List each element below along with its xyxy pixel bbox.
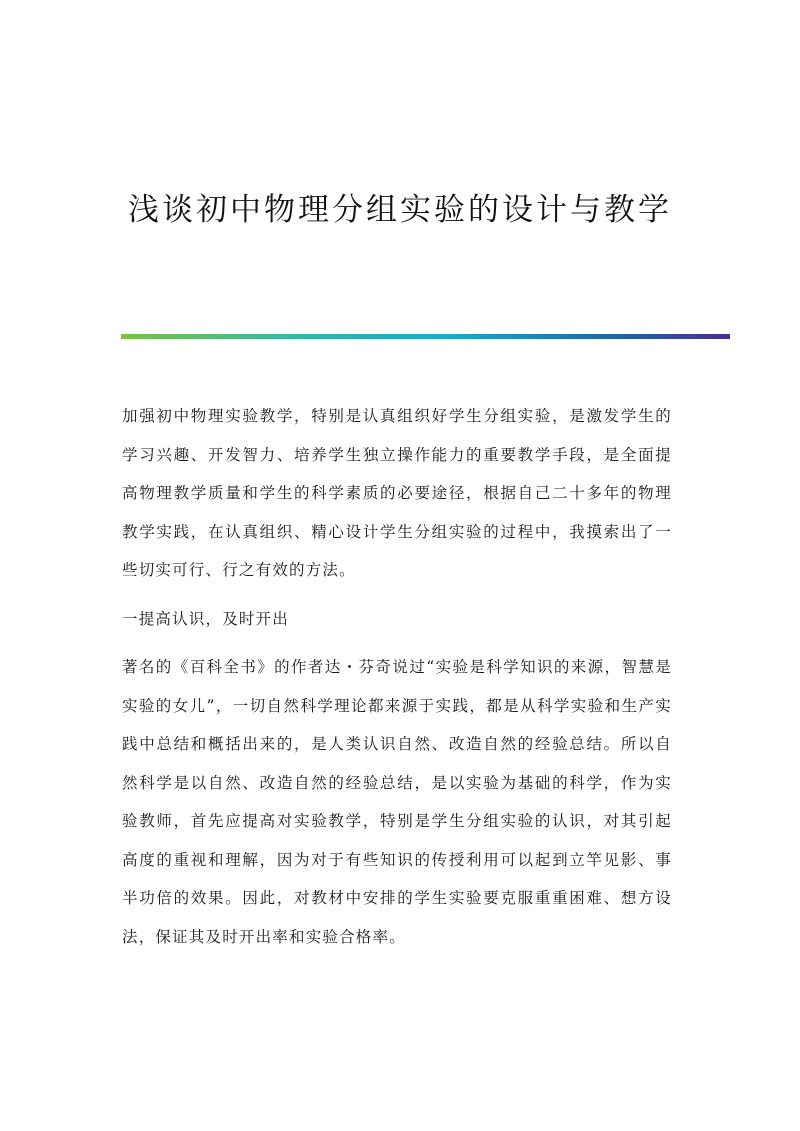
document-title: 浅谈初中物理分组实验的设计与教学 [128,192,672,228]
title-divider-bar [121,334,730,339]
intro-paragraph: 加强初中物理实验教学，特别是认真组织好学生分组实验，是激发学生的学习兴趣、开发智力、培养学生独立操作能力的重要教学手段，是全面提高物理教学质量和学生的科学素质的必要途径，根据自己二十多年的物理教学实践，在认真组织、精心设计学生分组实验的过程中，我摸索出了一些切实可行、行之有效的方法。 [122,407,672,579]
body-paragraph: 著名的《百科全书》的作者达・芬奇说过“实验是科学知识的来源，智慧是实验的女儿”，一切自然科学理论都来源于实践，都是从科学实验和生产实践中总结和概括出来的，是人类认识自然、改造自然的经验总结。所以自然科学是以自然、改造自然的经验总结，是以实验为基础的科学，作为实验教师，首先应提高对实验教学，特别是学生分组实验的认识，对其引起高度的重视和理解，因为对于有些知识的传授利用可以起到立竿见影、事半功倍的效果。因此，对教材中安排的学生实验要克服重重困难、想方设法，保证其及时开出率和实验合格率。 [122,658,672,946]
section-heading: 一提高认识，及时开出 [122,609,290,628]
document-body [122,397,672,956]
